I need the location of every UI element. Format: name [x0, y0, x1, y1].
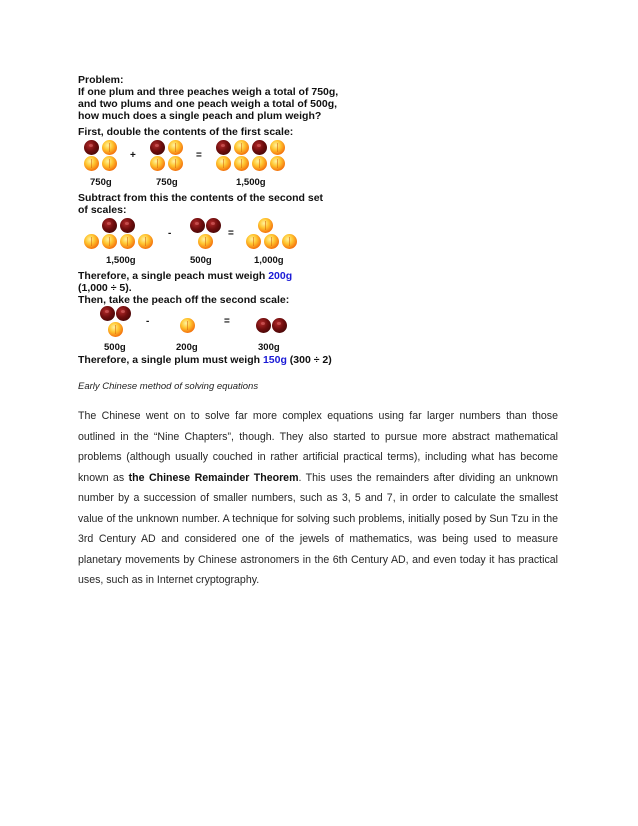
- peach-icon: [150, 156, 165, 171]
- step-1-text: First, double the contents of the first scale:: [78, 126, 294, 138]
- plum-result-text: Therefore, a single plum must weigh: [78, 354, 263, 366]
- peach-icon: [108, 322, 123, 337]
- peach-icon: [168, 156, 183, 171]
- figure-caption: Early Chinese method of solving equations: [78, 381, 259, 392]
- equals-sign: =: [196, 150, 202, 161]
- plum-icon: [102, 218, 117, 233]
- peach-icon: [102, 156, 117, 171]
- plum-icon: [252, 140, 267, 155]
- plum-icon: [84, 140, 99, 155]
- minus-sign: -: [168, 228, 172, 239]
- row-2-label-3: 1,000g: [254, 255, 284, 266]
- problem-label: Problem:: [78, 74, 124, 86]
- peach-icon: [264, 234, 279, 249]
- peach-icon: [270, 140, 285, 155]
- plum-icon: [272, 318, 287, 333]
- peach-icon: [282, 234, 297, 249]
- peach-calc: (1,000 ÷ 5).: [78, 282, 132, 294]
- equals-sign: =: [228, 228, 234, 239]
- scale-row-3: [78, 306, 328, 336]
- peach-result: [78, 270, 292, 282]
- plum-result: [78, 354, 332, 366]
- plum-icon: [256, 318, 271, 333]
- step-2-line-1: Subtract from this the contents of the second set: [78, 192, 324, 204]
- minus-sign: -: [146, 316, 150, 327]
- row-2-label-2: 500g: [190, 255, 212, 266]
- peach-icon: [120, 234, 135, 249]
- plum-icon: [216, 140, 231, 155]
- peach-icon: [234, 140, 249, 155]
- step-2-line-2: of scales:: [78, 204, 127, 216]
- peach-icon: [258, 218, 273, 233]
- row-1-label-3: 1,500g: [236, 177, 266, 188]
- plum-calc: (300 ÷ 2): [286, 354, 332, 366]
- body-text-part-1: The Chinese went on to solve far more complex equations using far larger numbers than those outlined in the “Nine Chapters”, though. They also started to pursue more abstract mathematical problems (although usually couched in rather artificial practical terms), including what has become known as: [78, 410, 558, 484]
- peach-result-value: 200g: [268, 270, 293, 282]
- peach-icon: [84, 234, 99, 249]
- plus-sign: +: [130, 150, 136, 161]
- step-3-text: Then, take the peach off the second scale:: [78, 294, 290, 306]
- row-3-label-1: 500g: [104, 342, 126, 353]
- row-1-label-1: 750g: [90, 177, 112, 188]
- peach-icon: [270, 156, 285, 171]
- peach-icon: [84, 156, 99, 171]
- row-3-label-3: 300g: [258, 342, 280, 353]
- peach-icon: [138, 234, 153, 249]
- peach-icon: [246, 234, 261, 249]
- body-text-part-2: . This uses the remainders after dividing an unknown number by a succession of smaller numbers, such as 3, 5 and 7, in order to calculate the smallest value of the unknown number. A technique for solving such problems, initially posed by Sun Tzu in the 3rd Century AD and considered one of the jewels of mathematics, was being used to measure planetary movements by Chinese astronomers in the 6th Century AD, and even today it has practical uses, such as in Internet cryptography.: [78, 471, 558, 586]
- plum-icon: [190, 218, 205, 233]
- peach-icon: [102, 234, 117, 249]
- row-2-label-1: 1,500g: [106, 255, 136, 266]
- problem-line-1: If one plum and three peaches weigh a total of 750g,: [78, 86, 339, 98]
- peach-icon: [168, 140, 183, 155]
- peach-icon: [234, 156, 249, 171]
- peach-icon: [198, 234, 213, 249]
- peach-icon: [216, 156, 231, 171]
- problem-line-2: and two plums and one peach weigh a total of 500g,: [78, 98, 338, 110]
- body-paragraph: [78, 406, 558, 591]
- problem-line-3: how much does a single peach and plum weigh?: [78, 110, 322, 122]
- plum-icon: [150, 140, 165, 155]
- row-1-label-2: 750g: [156, 177, 178, 188]
- plum-icon: [100, 306, 115, 321]
- scale-row-2: [78, 218, 328, 248]
- plum-result-value: 150g: [262, 354, 287, 366]
- plum-icon: [206, 218, 221, 233]
- peach-icon: [252, 156, 267, 171]
- peach-icon: [180, 318, 195, 333]
- plum-icon: [120, 218, 135, 233]
- peach-icon: [102, 140, 117, 155]
- row-3-label-2: 200g: [176, 342, 198, 353]
- bold-term: the Chinese Remainder Theorem: [128, 471, 299, 484]
- peach-result-text: Therefore, a single peach must weigh: [78, 270, 269, 282]
- scale-row-1: [78, 140, 328, 170]
- plum-icon: [116, 306, 131, 321]
- equals-sign: =: [224, 316, 230, 327]
